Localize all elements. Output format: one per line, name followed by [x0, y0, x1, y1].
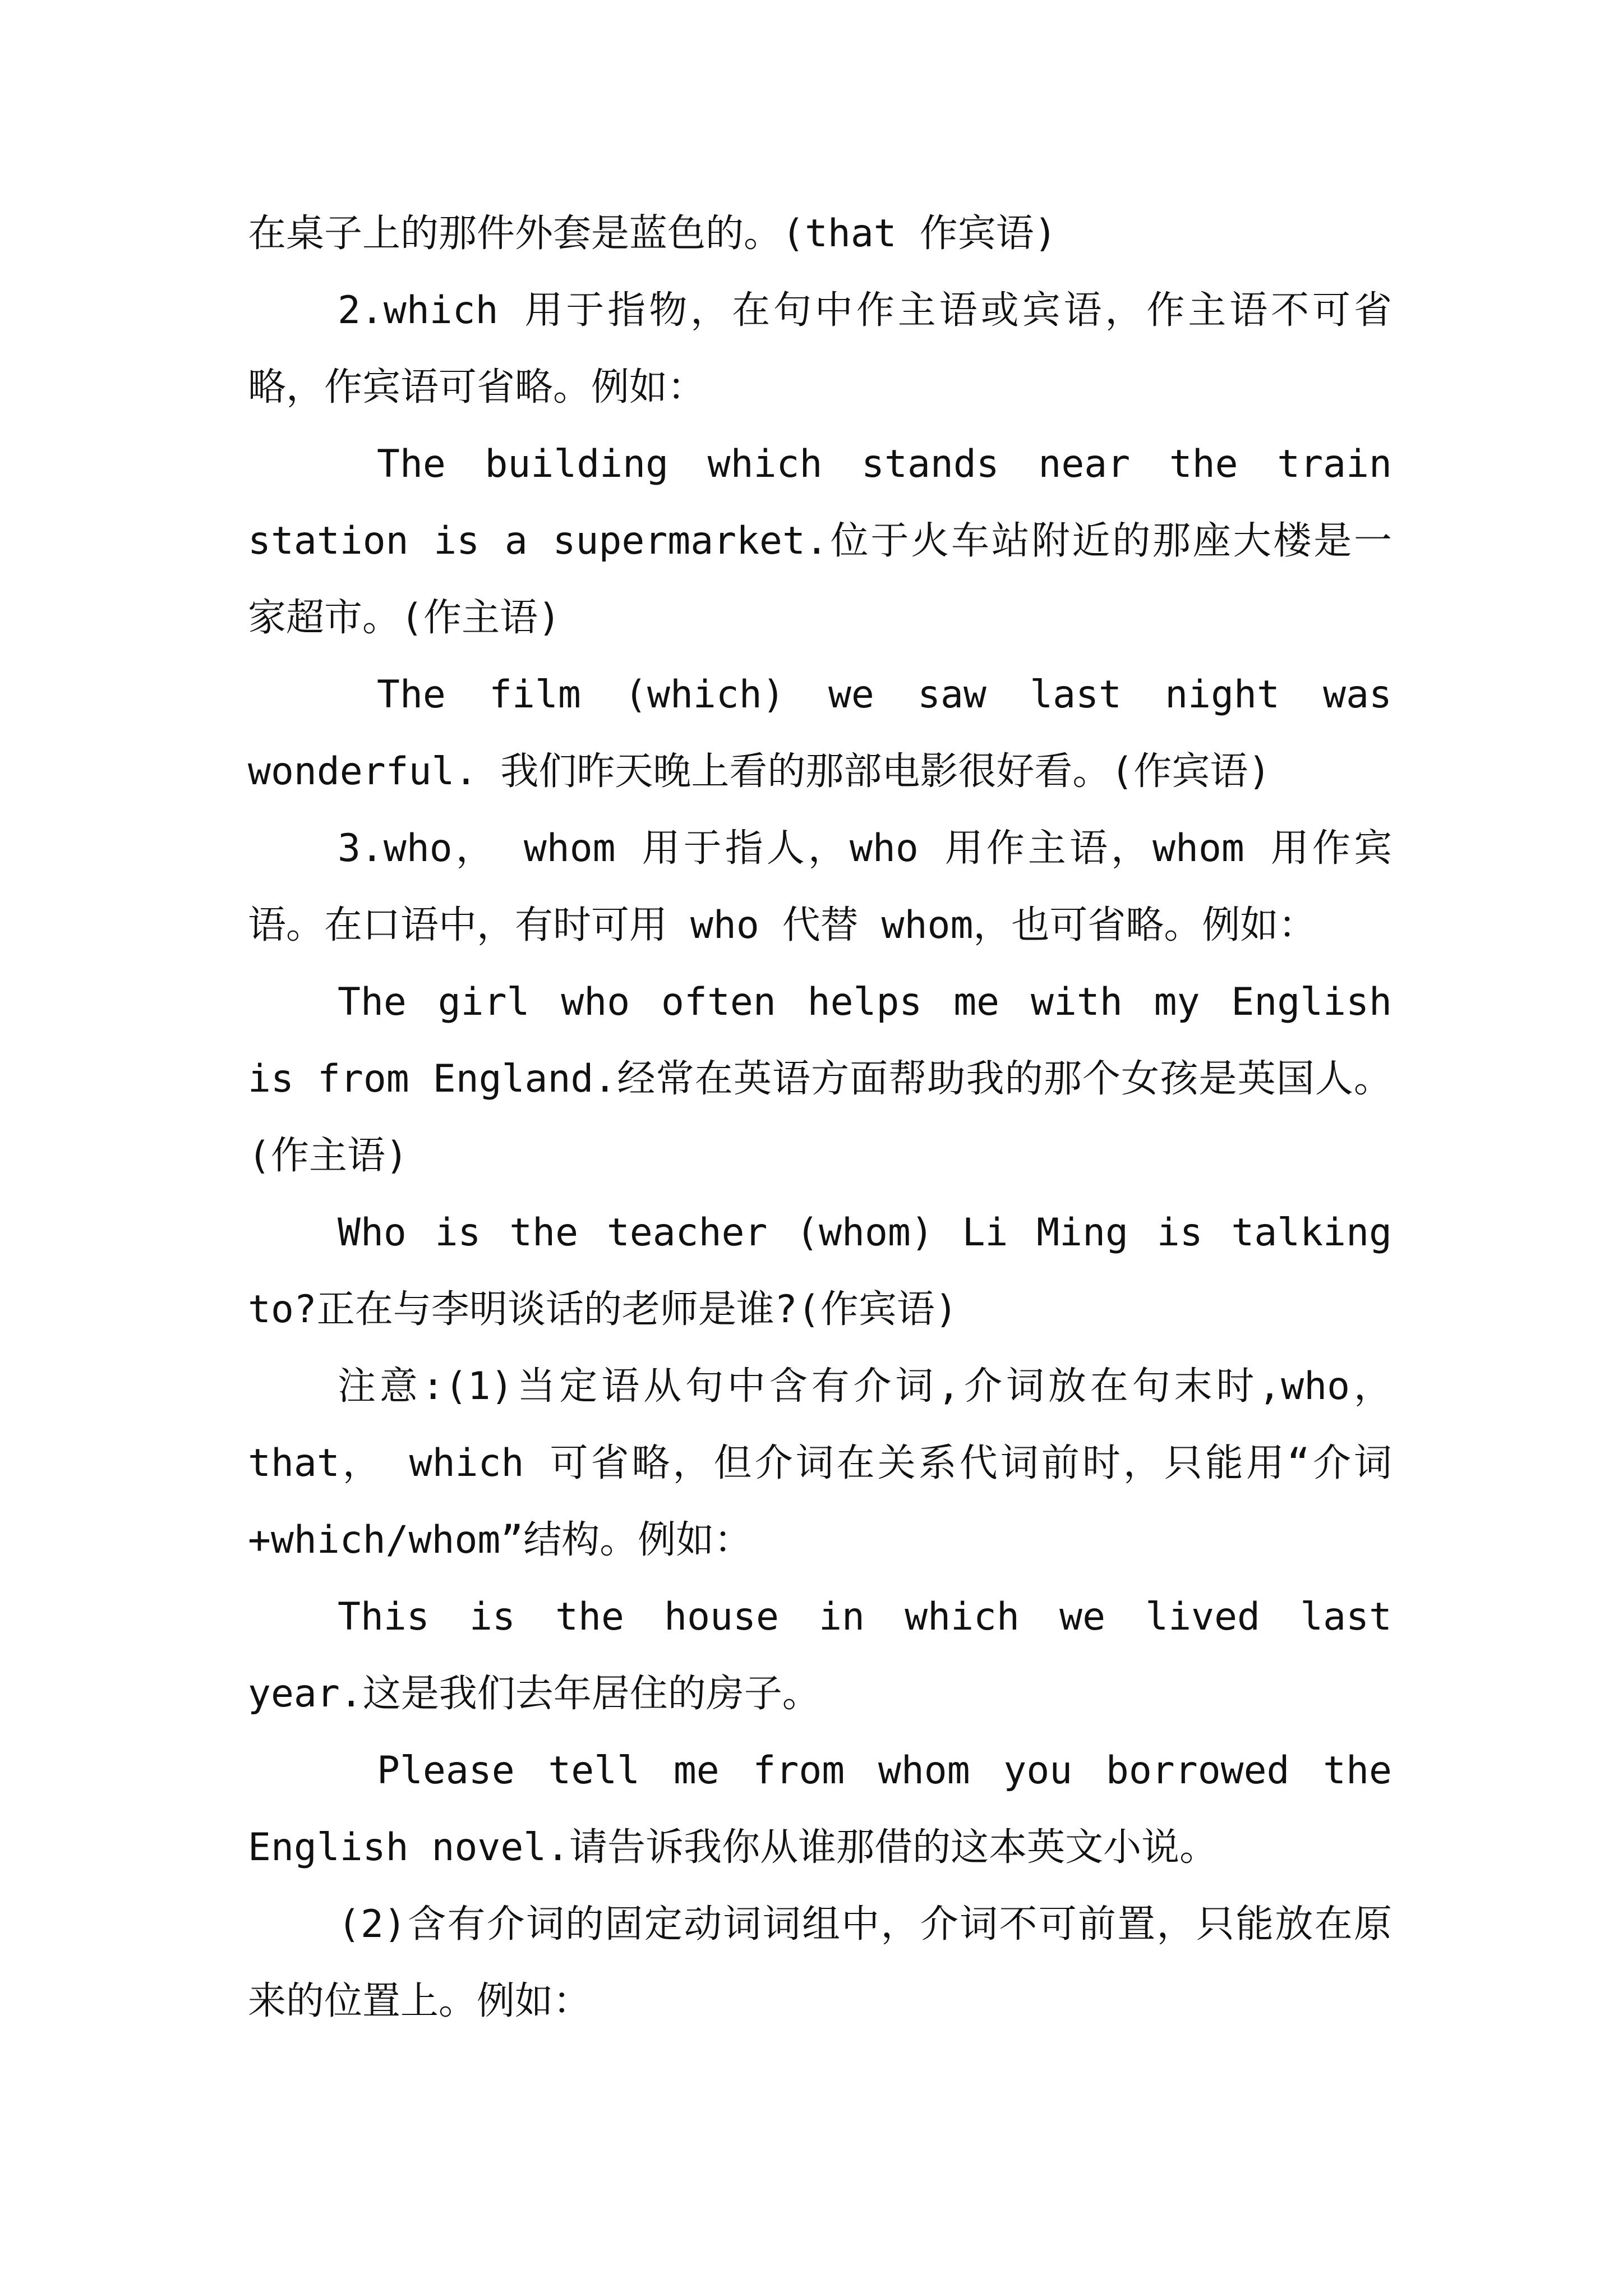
paragraph: Please tell me from whom you borrowed the English novel.请告诉我你从谁那借的这本英文小说。: [248, 1749, 1392, 1870]
paragraph: This is the house in which we lived last year.这是我们去年居住的房子。: [248, 1595, 1392, 1716]
paragraph: 2.which 用于指物，在句中作主语或宾语，作主语不可省略，作宾语可省略。例如：: [248, 288, 1392, 409]
paragraph: 3.who， whom 用于指人，who 用作主语，whom 用作宾语。在口语中，有时可用 who 代替 whom，也可省略。例如：: [248, 826, 1392, 947]
paragraph: 在桌子上的那件外套是蓝色的。(that 作宾语): [248, 211, 1057, 256]
paragraph: (2)含有介词的固定动词词组中，介词不可前置，只能放在原来的位置上。例如：: [248, 1902, 1392, 2023]
paragraph: Who is the teacher (whom) Li Ming is talking to?正在与李明谈话的老师是谁?(作宾语): [248, 1211, 1392, 1332]
document-body: [248, 195, 1392, 2040]
paragraph: The film (which) we saw last night was wonderful. 我们昨天晚上看的那部电影很好看。(作宾语): [248, 673, 1392, 794]
paragraph: 注意:(1)当定语从句中含有介词,介词放在句末时,who，that， which 可省略，但介词在关系代词前时，只能用“介词+which/whom”结构。例如：: [248, 1364, 1392, 1562]
paragraph: The girl who often helps me with my English is from England.经常在英语方面帮助我的那个女孩是英国人。(作主语): [248, 980, 1392, 1178]
paragraph: The building which stands near the train station is a supermarket.位于火车站附近的那座大楼是一家超市。(作主语): [248, 442, 1392, 640]
